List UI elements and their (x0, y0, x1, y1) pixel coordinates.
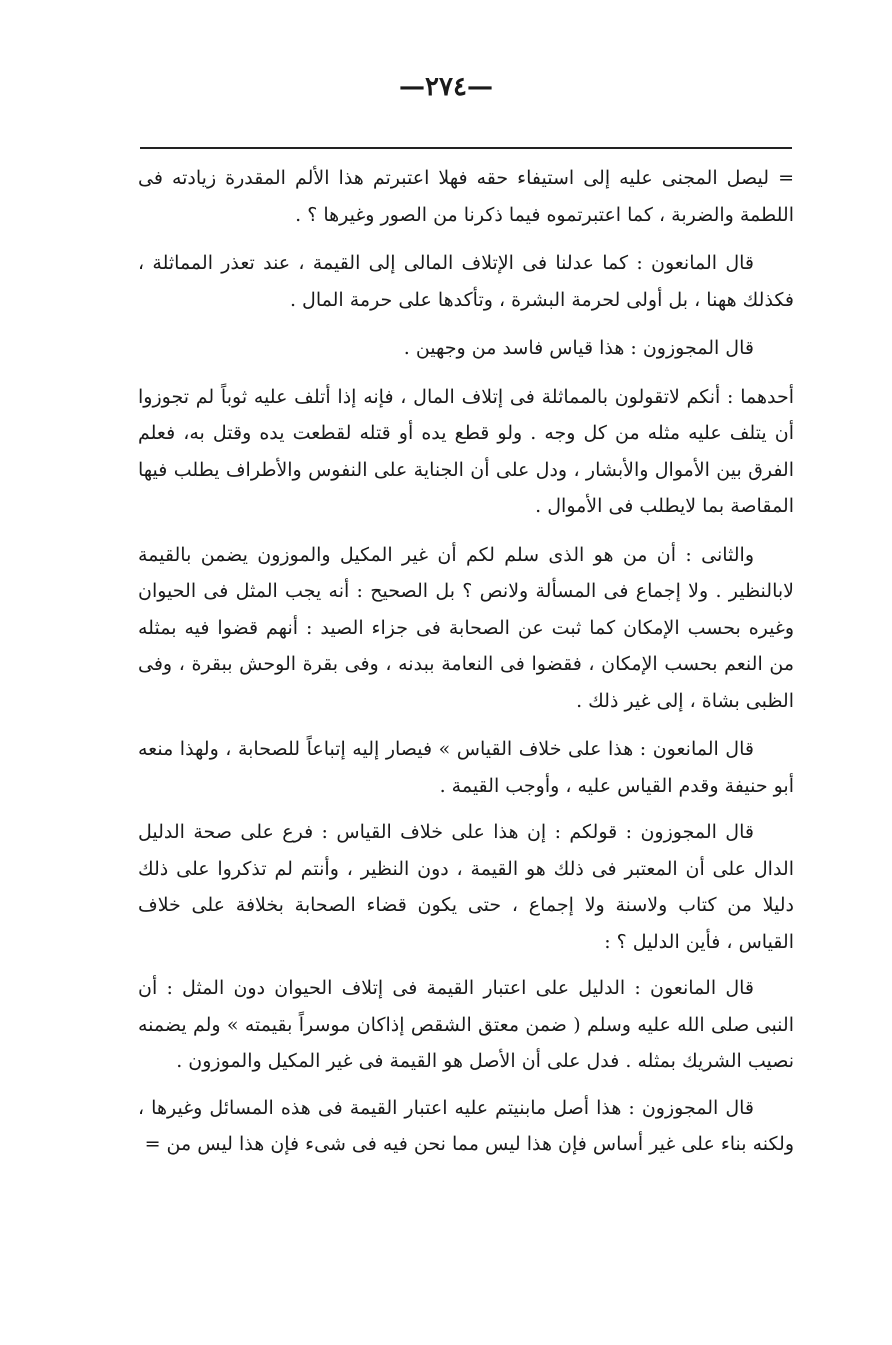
paragraph-manioun-1: قال المانعون : كما عدلنا فى الإتلاف المالى إلى القيمة ، عند تعذر المماثلة ، فكذلك ههنا ، بل أولى لحرمة البشرة ، وتأكدها على حرمة المال . (138, 252, 794, 311)
paragraph-continuation: = ليصل المجنى عليه إلى استيفاء حقه فهلا اعتبرتم هذا الألم المقدرة زيادته فى اللطمة والضربة ، كما اعتبرتموه فيما ذكرنا من الصور وغيرها ؟ . (138, 167, 794, 226)
paragraph-second-aspect: والثانى : أن من هو الذى سلم لكم أن غير المكيل والموزون يضمن بالقيمة لابالنظير . ولا إجماع فى المسألة ولانص ؟ بل الصحيح : أنه يجب المثل فى الحيوان وغيره بحسب الإمكان كما ثبت عن الصحابة فى جزاء الصيد : أنهم قضوا فيه بمثله من النعم بحسب الإمكان ، فقضوا فى النعامة ببدنه ، وفى بقرة الوحش ببقرة ، وفى الظبى بشاة ، إلى غير ذلك . (138, 543, 794, 712)
paragraph-manioun-3: قال المانعون : الدليل على اعتبار القيمة فى إتلاف الحيوان دون المثل : أن النبى صلى الله عليه وسلم ( ضمن معتق الشقص إذاكان موسراً بقيمته » ولم يضمنه نصيب الشريك بمثله . فدل على أن الأصل هو القيمة فى غير المكيل والموزون . (138, 977, 794, 1072)
paragraph-manioun-2: قال المانعون : هذا على خلاف القياس » فيصار إليه إتباعاً للصحابة ، ولهذا منعه أبو حنيفة وقدم القياس عليه ، وأوجب القيمة . (138, 738, 794, 797)
paragraph-mujawwizun-1: قال المجوزون : هذا قياس فاسد من وجهين . (403, 337, 754, 359)
paragraph-first-aspect: أحدهما : أنكم لاتقولون بالمماثلة فى إتلاف المال ، فإنه إذا أتلف عليه ثوباً لم تجوزوا أن يتلف عليه مثله من كل وجه . ولو قطع يده أو قتله لقطعت يده وقتل به، فعلم الفرق بين الأموال والأبشار ، ودل على أن الجناية على النفوس والأطراف يطلب فيها المقاصة بما لايطلب فى الأموال . (138, 385, 794, 517)
paragraph-mujawwizun-2: قال المجوزون : قولكم : إن هذا على خلاف القياس : فرع على صحة الدليل الدال على أن المعتبر فى ذلك هو القيمة ، دون النظير ، وأنتم لم تذكروا على ذلك دليلا من كتاب ولاسنة ولا إجماع ، حتى يكون قضاء الصحابة بخلافة على خلاف القياس ، فأين الدليل ؟ : (138, 821, 794, 953)
header-rule (140, 147, 792, 149)
page-body (138, 160, 794, 1175)
paragraph-mujawwizun-3: قال المجوزون : هذا أصل مابنيتم عليه اعتبار القيمة فى هذه المسائل وغيرها ، ولكنه بناء على غير أساس فإن هذا ليس مما نحن فيه فى شىء فإن هذا ليس من = (138, 1096, 794, 1155)
page-number: —٢٧٤— (399, 72, 493, 102)
